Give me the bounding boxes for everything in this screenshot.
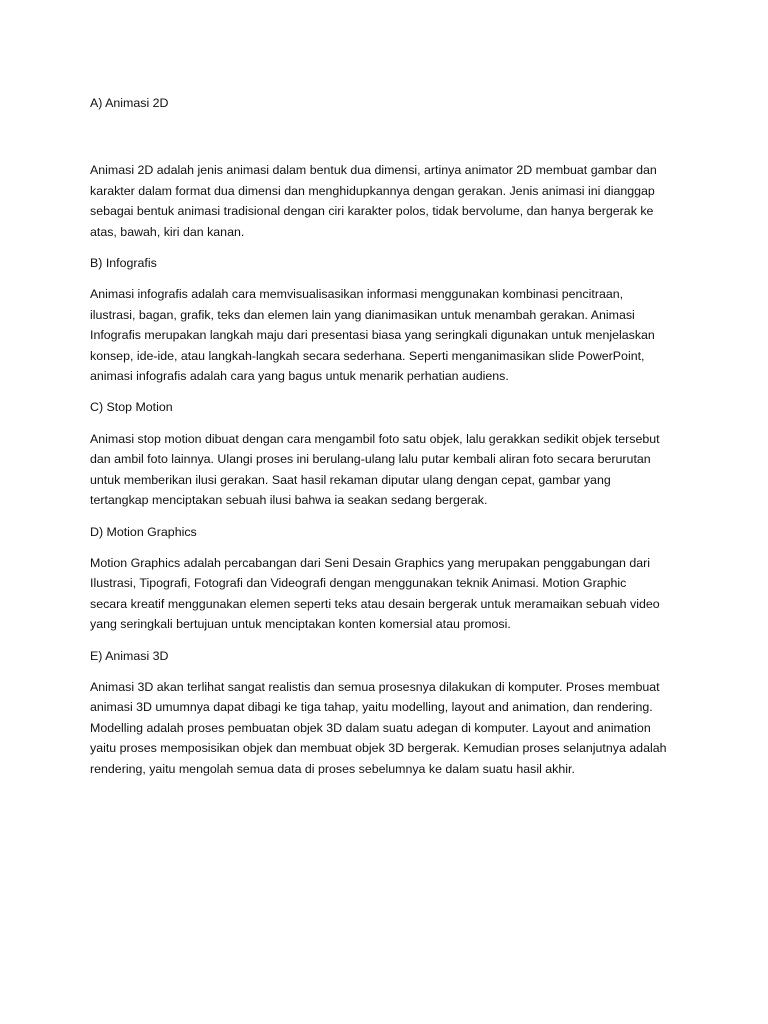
paragraph-line: yang seringkali bertujuan untuk menciptakan konten komersial atau promosi. bbox=[90, 617, 511, 632]
paragraph-line: rendering, yaitu mengolah semua data di proses sebelumnya ke dalam suatu hasil akhir. bbox=[90, 761, 575, 776]
paragraph-line: Animasi 3D akan terlihat sangat realistis dan semua prosesnya dilakukan di komputer. Proses membuat bbox=[90, 679, 660, 694]
paragraph-line: dan ambil foto lainnya. Ulangi proses ini berulang-ulang lalu putar kembali aliran foto secara berurutan bbox=[90, 452, 651, 467]
paragraph-animasi-3d bbox=[90, 677, 680, 779]
section-heading-animasi-2d: A) Animasi 2D bbox=[90, 96, 169, 110]
paragraph-line: Modelling adalah proses pembuatan objek 3D dalam suatu adegan di komputer. Layout and animation bbox=[90, 720, 651, 735]
section-heading-motion-graphics: D) Motion Graphics bbox=[90, 524, 197, 539]
paragraph-line: sebagai bentuk animasi tradisional dengan ciri karakter polos, tidak bervolume, dan hanya bergerak ke bbox=[90, 204, 654, 219]
document-page bbox=[90, 93, 680, 779]
paragraph-line: animasi infografis adalah cara yang bagus untuk menarik perhatian audiens. bbox=[90, 369, 509, 384]
paragraph-line: Infografis merupakan langkah maju dari presentasi biasa yang seringkali digunakan untuk menjelaskan bbox=[90, 328, 655, 343]
paragraph-animasi-2d bbox=[90, 160, 680, 242]
paragraph-line: karakter dalam format dua dimensi dan menghidupkannya dengan gerakan. Jenis animasi ini dianggap bbox=[90, 183, 655, 198]
paragraph-line: yaitu proses memposisikan objek dan membuat objek 3D bergerak. Kemudian proses selanjutnya adalah bbox=[90, 741, 667, 756]
paragraph-line: ilustrasi, bagan, grafik, teks dan elemen lain yang dianimasikan untuk menambah gerakan. Animasi bbox=[90, 307, 635, 322]
section-heading-infografis: B) Infografis bbox=[90, 256, 157, 271]
paragraph-line: Ilustrasi, Tipografi, Fotografi dan Videografi dengan menggunakan teknik Animasi. Motion Graphic bbox=[90, 576, 627, 591]
paragraph-line: Animasi stop motion dibuat dengan cara mengambil foto satu objek, lalu gerakkan sedikit objek tersebut bbox=[90, 431, 660, 446]
section-heading-stop-motion: C) Stop Motion bbox=[90, 400, 173, 415]
paragraph-stop-motion bbox=[90, 429, 680, 511]
paragraph-line: Animasi infografis adalah cara memvisualisasikan informasi menggunakan kombinasi pencitraan, bbox=[90, 287, 624, 302]
paragraph-motion-graphics bbox=[90, 553, 680, 635]
paragraph-line: Motion Graphics adalah percabangan dari Seni Desain Graphics yang merupakan penggabungan dari bbox=[90, 555, 651, 570]
paragraph-line: untuk memberikan ilusi gerakan. Saat hasil rekaman diputar ulang dengan cepat, gambar yang bbox=[90, 472, 611, 487]
paragraph-line: konsep, ide-ide, atau langkah-langkah secara sederhana. Seperti menganimasikan slide PowerPoint, bbox=[90, 348, 645, 363]
paragraph-line: secara kreatif menggunakan elemen seperti teks atau desain bergerak untuk meramaikan sebuah video bbox=[90, 596, 660, 611]
paragraph-infografis bbox=[90, 284, 680, 386]
paragraph-line: atas, bawah, kiri dan kanan. bbox=[90, 224, 245, 239]
paragraph-line: Animasi 2D adalah jenis animasi dalam bentuk dua dimensi, artinya animator 2D membuat gambar dan bbox=[90, 163, 657, 178]
paragraph-line: tertangkap menciptakan sebuah ilusi bahwa ia seakan sedang bergerak. bbox=[90, 493, 488, 508]
section-heading-animasi-3d: E) Animasi 3D bbox=[90, 648, 169, 663]
paragraph-line: animasi 3D umumnya dapat dibagi ke tiga tahap, yaitu modelling, layout and animation, dan rendering. bbox=[90, 700, 653, 715]
